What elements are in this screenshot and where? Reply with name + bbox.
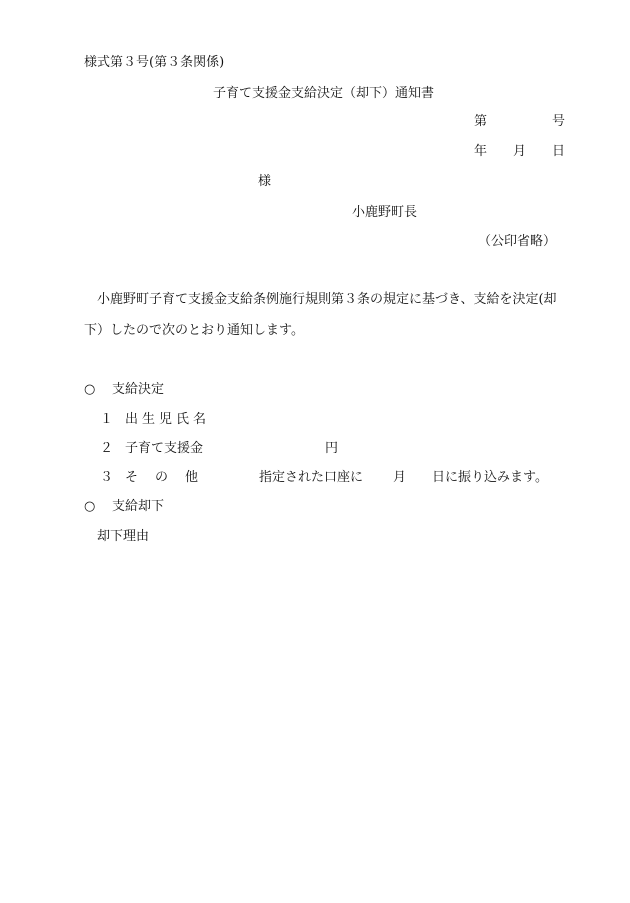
seal-note: （公印省略） <box>478 234 557 249</box>
number-suffix: 号 <box>552 114 566 129</box>
number-prefix: 第 <box>474 114 488 129</box>
approval-heading: 支給決定 <box>112 382 165 397</box>
date-year: 年 <box>474 144 488 159</box>
item-2-unit: 円 <box>325 441 339 456</box>
form-label: 様式第３号(第３条関係) <box>84 55 225 70</box>
date-day: 日 <box>552 144 566 159</box>
approval-bullet: ○ <box>84 382 96 397</box>
body-line-2: 下）したので次のとおり通知します。 <box>84 323 304 338</box>
item-3-label: その他 <box>125 470 216 485</box>
rejection-heading: 支給却下 <box>112 499 165 514</box>
issuer: 小鹿野町長 <box>352 205 418 220</box>
body-line-1: 小鹿野町子育て支援金支給条例施行規則第３条の規定に基づき、支給を決定(却 <box>97 292 557 307</box>
item-3-text-b: 月 <box>393 470 407 485</box>
item-2-number: ２ <box>100 441 114 456</box>
date-month: 月 <box>513 144 527 159</box>
addressee-suffix: 様 <box>258 174 272 189</box>
document-title: 子育て支援金支給決定（却下）通知書 <box>213 86 435 101</box>
item-2-label: 子育て支援金 <box>125 441 204 456</box>
rejection-reason-label: 却下理由 <box>97 529 150 544</box>
rejection-bullet: ○ <box>84 499 96 514</box>
item-3-text-a: 指定された口座に <box>259 470 364 485</box>
item-1-label: 出生児氏名 <box>125 412 211 427</box>
item-3-number: ３ <box>100 470 114 485</box>
item-1-number: １ <box>100 412 114 427</box>
item-3-text-c: 日に振り込みます。 <box>432 470 548 485</box>
